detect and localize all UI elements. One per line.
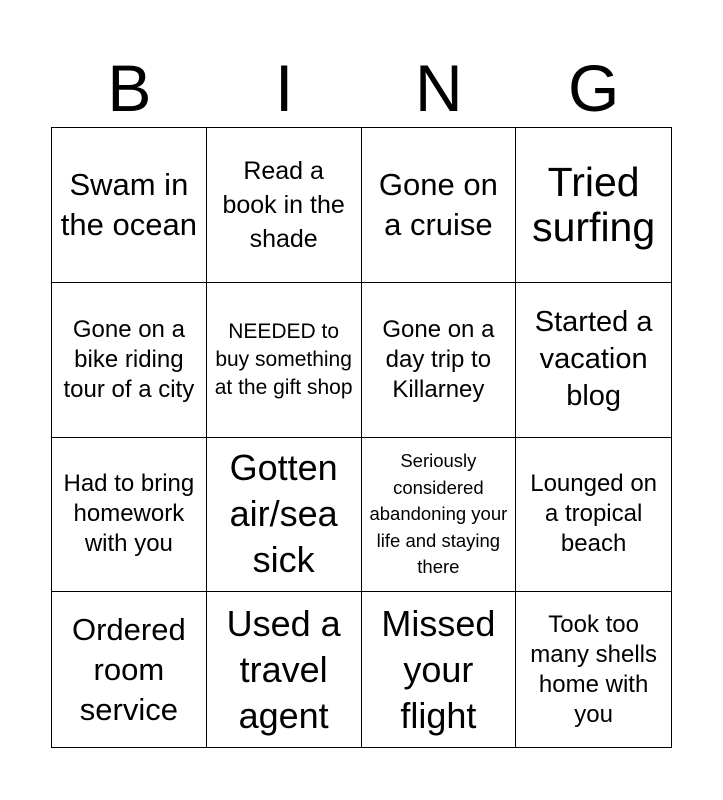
cell-text: Had to bring homework with you bbox=[63, 470, 195, 558]
header-letter-n: N bbox=[415, 51, 463, 125]
cell-text: Gone on a bike riding tour of a city bbox=[63, 315, 195, 403]
header-letter-g: G bbox=[567, 51, 620, 125]
bingo-cell-r3-c2[interactable] bbox=[207, 438, 362, 593]
bingo-cell-r1-c3[interactable] bbox=[362, 128, 517, 283]
cell-text: Took too many shells home with you bbox=[530, 610, 657, 728]
bingo-cell-r4-c2[interactable] bbox=[207, 592, 362, 747]
cell-text: Swam in the ocean bbox=[60, 166, 197, 242]
cell-text: Lounged on a tropical beach bbox=[530, 470, 658, 558]
header-letter-i: I bbox=[274, 51, 294, 125]
cell-text: Gotten air/sea sick bbox=[229, 447, 338, 581]
bingo-cell-r4-c3[interactable] bbox=[362, 592, 517, 747]
bingo-cell-r1-c2[interactable] bbox=[207, 128, 362, 283]
cell-text: Started a vacation blog bbox=[534, 306, 653, 413]
header-letter-b: B bbox=[107, 51, 152, 125]
cell-text: Gone on a day trip to Killarney bbox=[382, 315, 495, 403]
bingo-cell-r3-c3[interactable] bbox=[362, 438, 517, 593]
cell-text: NEEDED to buy something at the gift shop bbox=[214, 319, 353, 399]
bingo-cell-r2-c1[interactable] bbox=[52, 283, 207, 438]
bingo-cell-r3-c4[interactable] bbox=[516, 438, 671, 593]
cell-text: Used a travel agent bbox=[226, 602, 341, 736]
bingo-cell-r2-c2[interactable] bbox=[207, 283, 362, 438]
bingo-grid bbox=[51, 127, 672, 748]
cell-text: Ordered room service bbox=[72, 611, 186, 727]
bingo-cell-r4-c1[interactable] bbox=[52, 592, 207, 747]
bingo-cell-r2-c3[interactable] bbox=[362, 283, 517, 438]
bingo-cell-r2-c4[interactable] bbox=[516, 283, 671, 438]
cell-text: Seriously considered abandoning your life and staying there bbox=[369, 450, 508, 578]
bingo-cell-r4-c4[interactable] bbox=[516, 592, 671, 747]
bingo-cell-r3-c1[interactable] bbox=[52, 438, 207, 593]
cell-text: Read a book in the shade bbox=[222, 156, 345, 253]
bingo-header bbox=[52, 50, 671, 126]
cell-text: Gone on a cruise bbox=[378, 166, 498, 242]
bingo-cell-r1-c4[interactable] bbox=[516, 128, 671, 283]
cell-text: Missed your flight bbox=[381, 602, 496, 736]
cell-text: Tried surfing bbox=[532, 158, 656, 250]
bingo-cell-r1-c1[interactable] bbox=[52, 128, 207, 283]
